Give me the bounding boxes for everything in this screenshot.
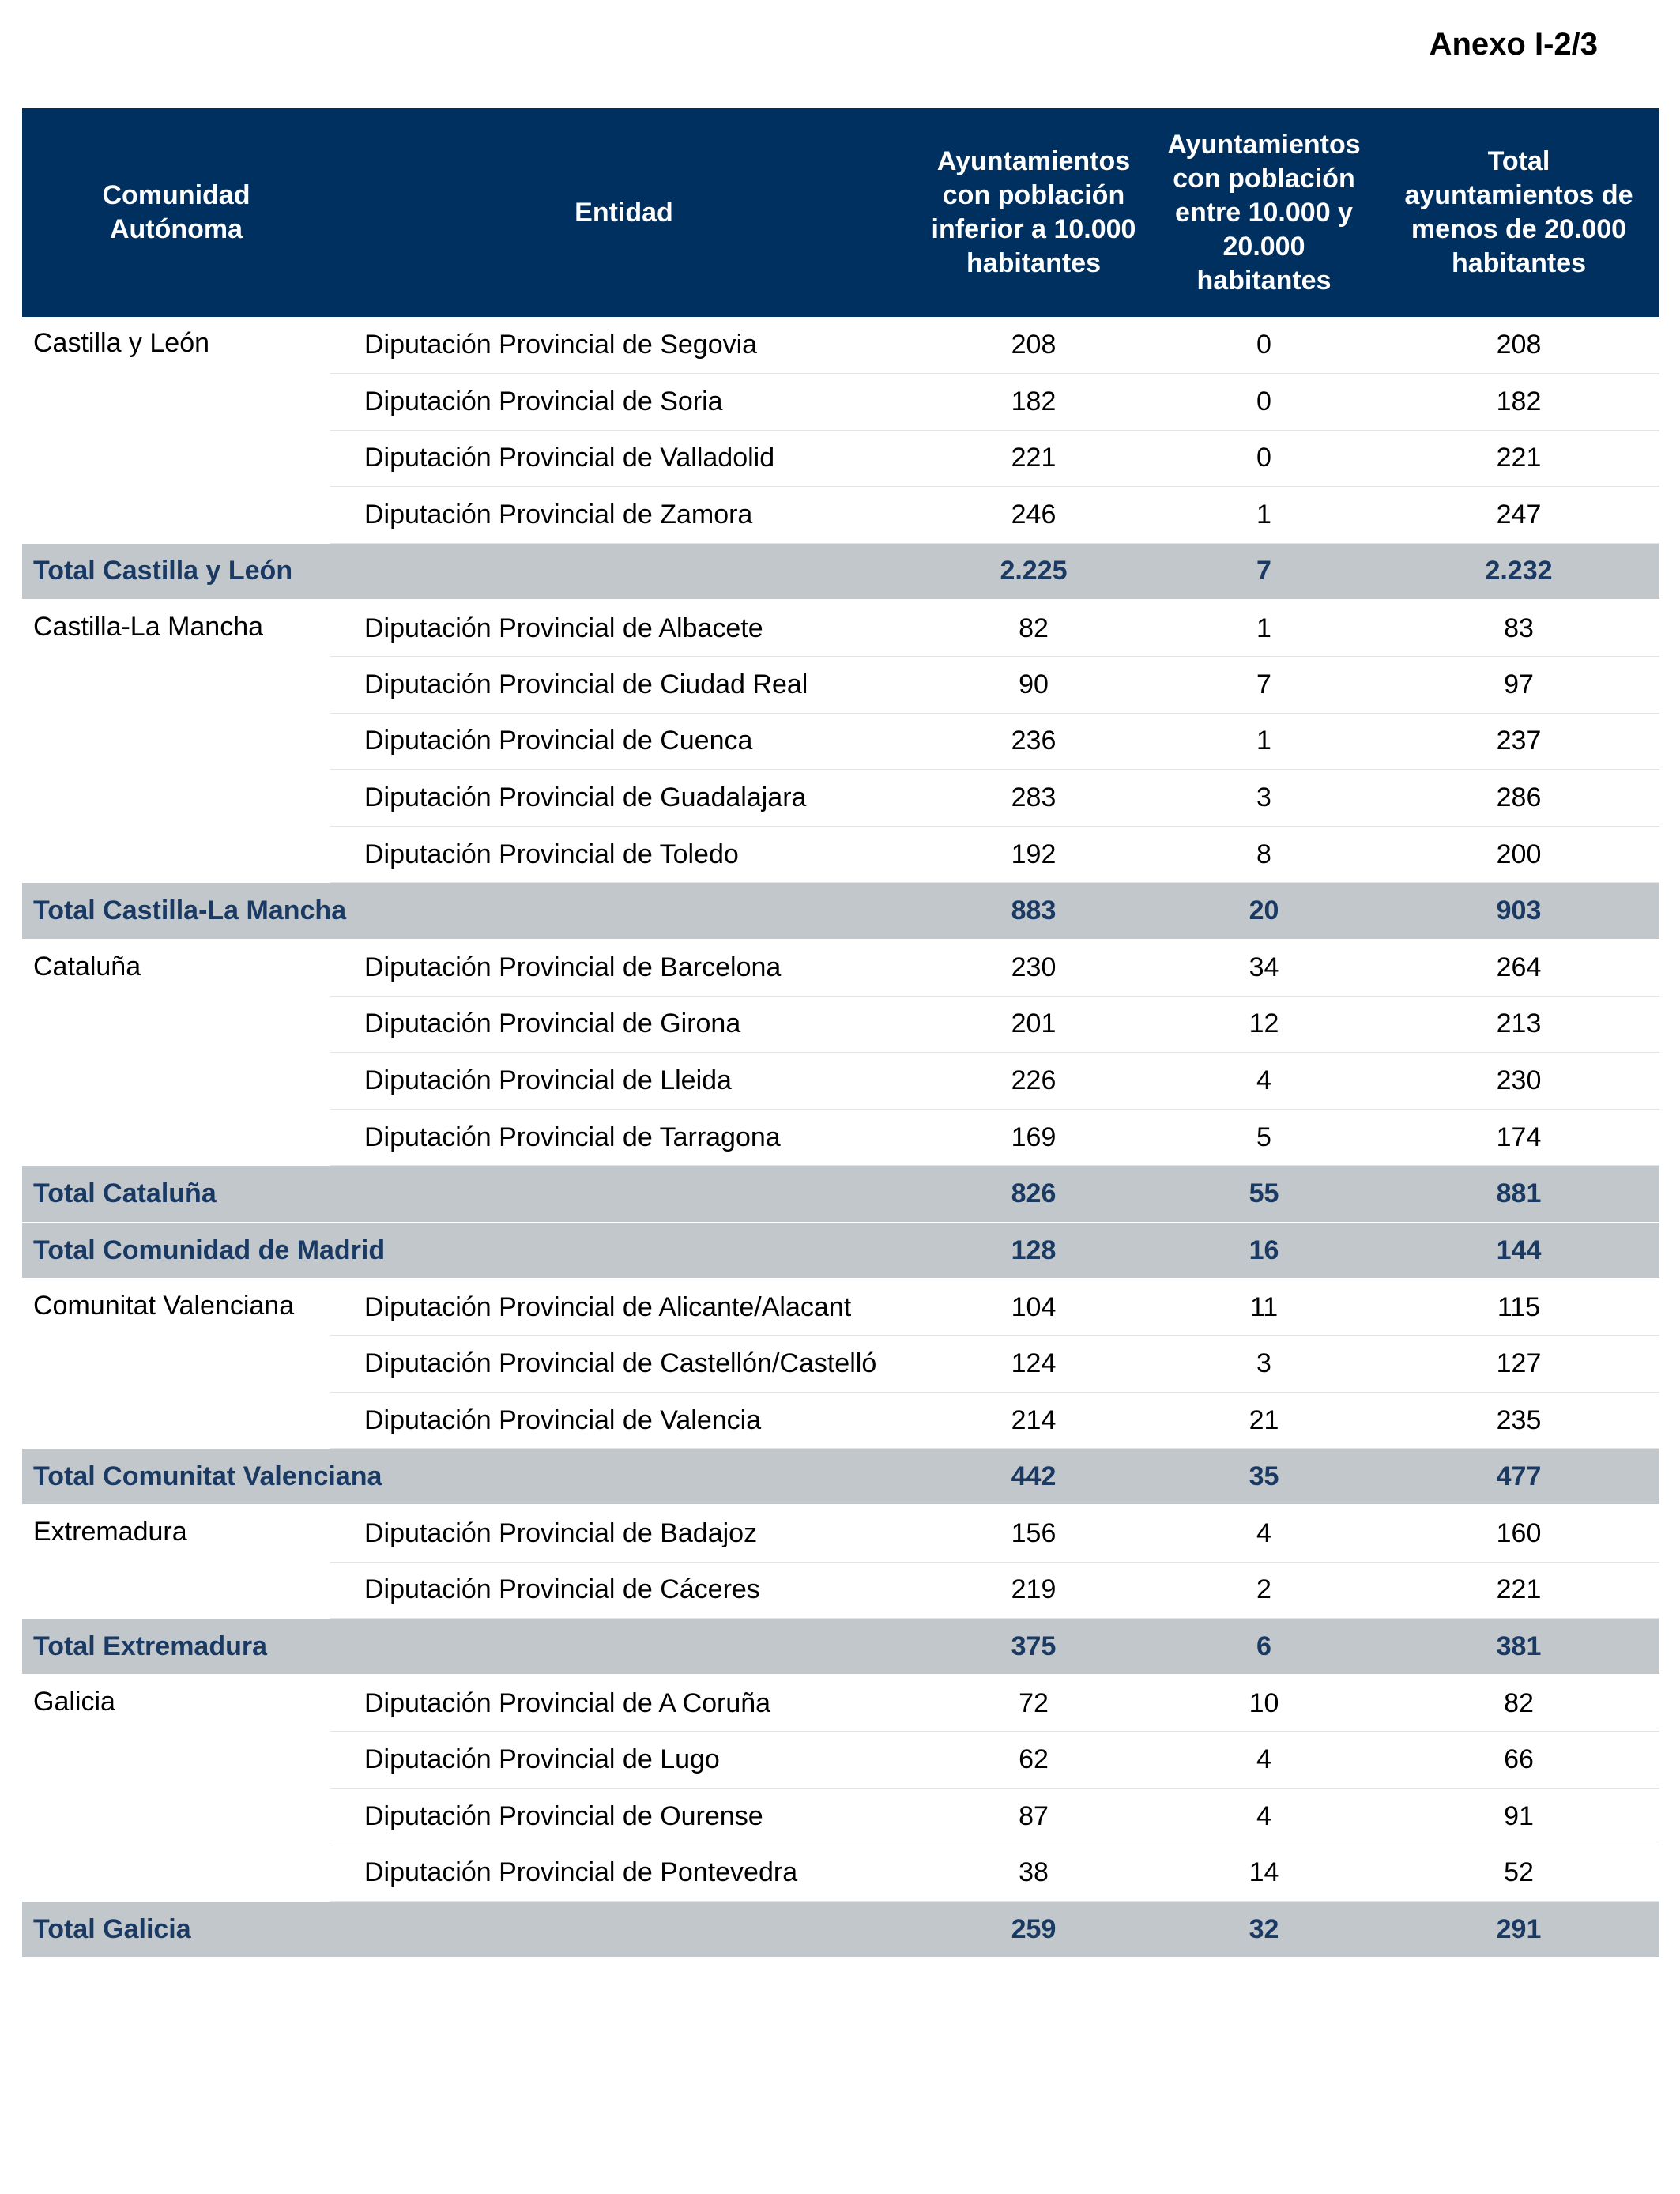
between-10000-20000-cell: 7 [1150, 657, 1378, 714]
total-under-20000: 477 [1378, 1449, 1659, 1506]
entity-cell: Diputación Provincial de Tarragona [330, 1109, 917, 1166]
under-10000-cell: 124 [917, 1336, 1150, 1393]
region-cell [22, 374, 330, 431]
region-cell: Comunitat Valenciana [22, 1279, 330, 1336]
entity-cell: Diputación Provincial de Guadalajara [330, 770, 917, 827]
region-cell [22, 487, 330, 544]
region-cell [22, 1845, 330, 1902]
table-row [22, 1675, 1659, 1732]
between-10000-20000-cell: 1 [1150, 713, 1378, 770]
between-10000-20000-cell: 1 [1150, 487, 1378, 544]
region-cell: Cataluña [22, 940, 330, 997]
table-row [22, 430, 1659, 487]
entity-cell: Diputación Provincial de Ourense [330, 1788, 917, 1845]
total-under-20000-cell: 82 [1378, 1675, 1659, 1732]
total-row [22, 1902, 1659, 1958]
total-under-10000: 442 [917, 1449, 1150, 1506]
between-10000-20000-cell: 4 [1150, 1505, 1378, 1562]
total-between-10000-20000: 35 [1150, 1449, 1378, 1506]
region-cell [22, 1336, 330, 1393]
total-label: Total Cataluña [22, 1166, 917, 1223]
between-10000-20000-cell: 1 [1150, 600, 1378, 657]
entity-cell: Diputación Provincial de Badajoz [330, 1505, 917, 1562]
under-10000-cell: 192 [917, 826, 1150, 883]
table-row [22, 1336, 1659, 1393]
total-under-20000-cell: 286 [1378, 770, 1659, 827]
under-10000-cell: 230 [917, 940, 1150, 997]
between-10000-20000-cell: 4 [1150, 1053, 1378, 1110]
total-label: Total Castilla y León [22, 543, 917, 600]
total-under-20000: 2.232 [1378, 543, 1659, 600]
between-10000-20000-cell: 34 [1150, 940, 1378, 997]
table-row [22, 940, 1659, 997]
under-10000-cell: 169 [917, 1109, 1150, 1166]
entity-cell: Diputación Provincial de Segovia [330, 317, 917, 374]
total-under-20000-cell: 221 [1378, 1562, 1659, 1619]
table-row [22, 1562, 1659, 1619]
header-region: Comunidad Autónoma [22, 108, 330, 317]
under-10000-cell: 226 [917, 1053, 1150, 1110]
under-10000-cell: 156 [917, 1505, 1150, 1562]
region-cell: Castilla y León [22, 317, 330, 374]
region-cell [22, 430, 330, 487]
under-10000-cell: 221 [917, 430, 1150, 487]
total-under-20000: 291 [1378, 1902, 1659, 1958]
total-label: Total Galicia [22, 1902, 917, 1958]
region-cell [22, 1392, 330, 1449]
between-10000-20000-cell: 0 [1150, 374, 1378, 431]
between-10000-20000-cell: 10 [1150, 1675, 1378, 1732]
total-under-20000-cell: 52 [1378, 1845, 1659, 1902]
entity-cell: Diputación Provincial de Girona [330, 996, 917, 1053]
total-under-20000-cell: 174 [1378, 1109, 1659, 1166]
entity-cell: Diputación Provincial de Toledo [330, 826, 917, 883]
between-10000-20000-cell: 3 [1150, 1336, 1378, 1393]
region-cell [22, 713, 330, 770]
total-label: Total Castilla-La Mancha [22, 883, 917, 940]
total-between-10000-20000: 20 [1150, 883, 1378, 940]
total-under-10000: 883 [917, 883, 1150, 940]
region-cell [22, 826, 330, 883]
total-row [22, 543, 1659, 600]
entity-cell: Diputación Provincial de Soria [330, 374, 917, 431]
between-10000-20000-cell: 0 [1150, 430, 1378, 487]
table-row [22, 1732, 1659, 1789]
table-row [22, 374, 1659, 431]
entity-cell: Diputación Provincial de Cáceres [330, 1562, 917, 1619]
region-cell: Galicia [22, 1675, 330, 1732]
between-10000-20000-cell: 12 [1150, 996, 1378, 1053]
total-label: Total Comunitat Valenciana [22, 1449, 917, 1506]
table-row [22, 770, 1659, 827]
total-under-20000-cell: 247 [1378, 487, 1659, 544]
under-10000-cell: 236 [917, 713, 1150, 770]
between-10000-20000-cell: 3 [1150, 770, 1378, 827]
under-10000-cell: 182 [917, 374, 1150, 431]
total-under-20000-cell: 237 [1378, 713, 1659, 770]
total-label: Total Extremadura [22, 1619, 917, 1676]
region-cell: Extremadura [22, 1505, 330, 1562]
under-10000-cell: 82 [917, 600, 1150, 657]
total-under-20000: 903 [1378, 883, 1659, 940]
entity-cell: Diputación Provincial de Valencia [330, 1392, 917, 1449]
under-10000-cell: 208 [917, 317, 1150, 374]
region-cell [22, 657, 330, 714]
total-between-10000-20000: 55 [1150, 1166, 1378, 1223]
table-body [22, 317, 1659, 1958]
between-10000-20000-cell: 21 [1150, 1392, 1378, 1449]
table-row [22, 826, 1659, 883]
under-10000-cell: 219 [917, 1562, 1150, 1619]
total-row [22, 1449, 1659, 1506]
total-row [22, 1166, 1659, 1223]
total-between-10000-20000: 16 [1150, 1223, 1378, 1280]
total-row [22, 1619, 1659, 1676]
region-cell [22, 1732, 330, 1789]
total-under-20000-cell: 91 [1378, 1788, 1659, 1845]
header-row [22, 108, 1659, 317]
total-label: Total Comunidad de Madrid [22, 1223, 917, 1280]
table-row [22, 1279, 1659, 1336]
total-under-20000-cell: 200 [1378, 826, 1659, 883]
region-cell [22, 1788, 330, 1845]
between-10000-20000-cell: 5 [1150, 1109, 1378, 1166]
entity-cell: Diputación Provincial de Valladolid [330, 430, 917, 487]
entity-cell: Diputación Provincial de Pontevedra [330, 1845, 917, 1902]
total-between-10000-20000: 6 [1150, 1619, 1378, 1676]
under-10000-cell: 72 [917, 1675, 1150, 1732]
region-cell [22, 1109, 330, 1166]
total-under-20000-cell: 182 [1378, 374, 1659, 431]
total-under-20000-cell: 127 [1378, 1336, 1659, 1393]
entity-cell: Diputación Provincial de Zamora [330, 487, 917, 544]
annex-label: Anexo I-2/3 [1429, 27, 1598, 62]
total-under-10000: 826 [917, 1166, 1150, 1223]
between-10000-20000-cell: 14 [1150, 1845, 1378, 1902]
total-under-10000: 128 [917, 1223, 1150, 1280]
entity-cell: Diputación Provincial de Albacete [330, 600, 917, 657]
region-cell [22, 770, 330, 827]
entity-cell: Diputación Provincial de Lleida [330, 1053, 917, 1110]
total-under-20000-cell: 264 [1378, 940, 1659, 997]
total-between-10000-20000: 32 [1150, 1902, 1378, 1958]
between-10000-20000-cell: 4 [1150, 1788, 1378, 1845]
total-under-20000-cell: 83 [1378, 600, 1659, 657]
under-10000-cell: 62 [917, 1732, 1150, 1789]
header-total-under-20000: Total ayuntamientos de menos de 20.000 habitantes [1378, 108, 1659, 317]
entity-cell: Diputación Provincial de Ciudad Real [330, 657, 917, 714]
under-10000-cell: 87 [917, 1788, 1150, 1845]
entity-cell: Diputación Provincial de Cuenca [330, 713, 917, 770]
entity-cell: Diputación Provincial de Alicante/Alacant [330, 1279, 917, 1336]
total-under-20000-cell: 208 [1378, 317, 1659, 374]
total-row [22, 1223, 1659, 1280]
total-under-10000: 375 [917, 1619, 1150, 1676]
under-10000-cell: 201 [917, 996, 1150, 1053]
under-10000-cell: 214 [917, 1392, 1150, 1449]
between-10000-20000-cell: 4 [1150, 1732, 1378, 1789]
table-row [22, 657, 1659, 714]
total-under-20000: 144 [1378, 1223, 1659, 1280]
total-row [22, 883, 1659, 940]
total-under-20000-cell: 160 [1378, 1505, 1659, 1562]
between-10000-20000-cell: 11 [1150, 1279, 1378, 1336]
under-10000-cell: 38 [917, 1845, 1150, 1902]
entity-cell: Diputación Provincial de Lugo [330, 1732, 917, 1789]
between-10000-20000-cell: 8 [1150, 826, 1378, 883]
total-under-20000-cell: 213 [1378, 996, 1659, 1053]
between-10000-20000-cell: 2 [1150, 1562, 1378, 1619]
total-under-20000-cell: 115 [1378, 1279, 1659, 1336]
region-cell [22, 1562, 330, 1619]
table-row [22, 1505, 1659, 1562]
total-under-20000-cell: 235 [1378, 1392, 1659, 1449]
between-10000-20000-cell: 0 [1150, 317, 1378, 374]
header-under-10000: Ayuntamientos con población inferior a 10.000 habitantes [917, 108, 1150, 317]
entity-cell: Diputación Provincial de Castellón/Castelló [330, 1336, 917, 1393]
table-row [22, 1845, 1659, 1902]
entity-cell: Diputación Provincial de Barcelona [330, 940, 917, 997]
table-row [22, 317, 1659, 374]
total-under-10000: 2.225 [917, 543, 1150, 600]
total-under-20000-cell: 66 [1378, 1732, 1659, 1789]
table-row [22, 996, 1659, 1053]
table-row [22, 1392, 1659, 1449]
header-entity: Entidad [330, 108, 917, 317]
total-under-20000-cell: 221 [1378, 430, 1659, 487]
under-10000-cell: 104 [917, 1279, 1150, 1336]
entity-cell: Diputación Provincial de A Coruña [330, 1675, 917, 1732]
table-row [22, 713, 1659, 770]
table-row [22, 1053, 1659, 1110]
total-under-20000-cell: 97 [1378, 657, 1659, 714]
table-header [22, 108, 1659, 317]
table-row [22, 1788, 1659, 1845]
table-row [22, 600, 1659, 657]
region-cell [22, 1053, 330, 1110]
municipalities-table [22, 108, 1659, 1958]
under-10000-cell: 246 [917, 487, 1150, 544]
table-row [22, 1109, 1659, 1166]
total-under-20000-cell: 230 [1378, 1053, 1659, 1110]
header-between-10000-20000: Ayuntamientos con población entre 10.000 y 20.000 habitantes [1150, 108, 1378, 317]
under-10000-cell: 90 [917, 657, 1150, 714]
region-cell [22, 996, 330, 1053]
total-under-20000: 381 [1378, 1619, 1659, 1676]
table-row [22, 487, 1659, 544]
under-10000-cell: 283 [917, 770, 1150, 827]
total-under-20000: 881 [1378, 1166, 1659, 1223]
total-under-10000: 259 [917, 1902, 1150, 1958]
region-cell: Castilla-La Mancha [22, 600, 330, 657]
total-between-10000-20000: 7 [1150, 543, 1378, 600]
